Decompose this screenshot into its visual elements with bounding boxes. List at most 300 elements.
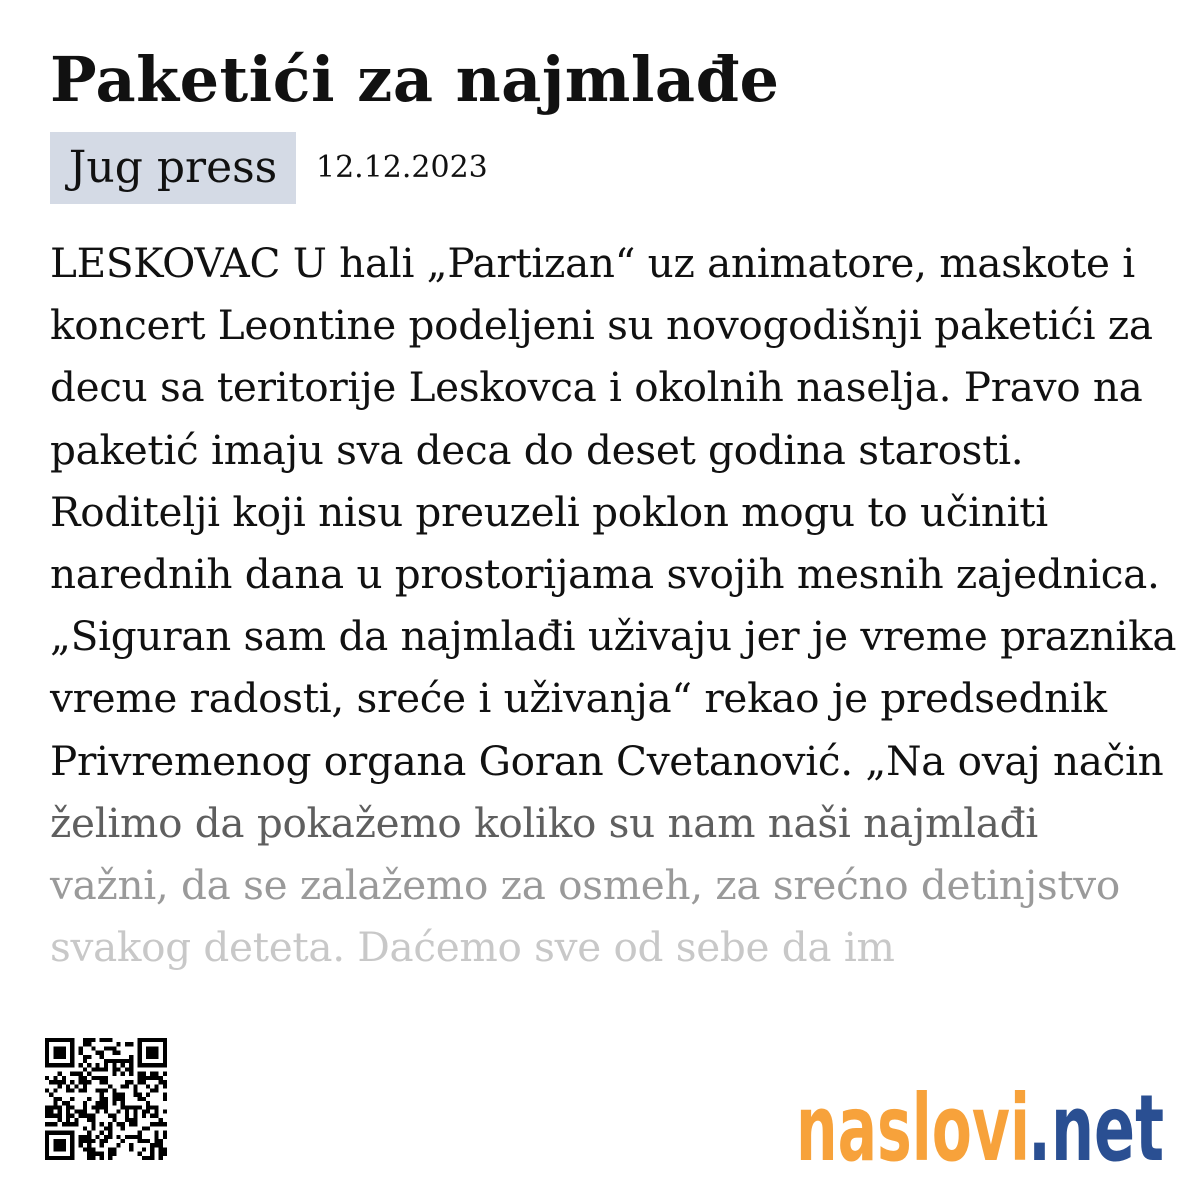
qr-module xyxy=(87,1114,91,1118)
qr-module xyxy=(74,1084,78,1088)
qr-module xyxy=(70,1135,74,1139)
article-line: Roditelji koji nisu preuzeli poklon mogu to učiniti xyxy=(50,487,1048,536)
qr-module xyxy=(163,1122,167,1126)
qr-module xyxy=(104,1105,108,1109)
article-line: svakog deteta. Daćemo sve od sebe da im xyxy=(50,923,895,972)
qr-module xyxy=(125,1084,129,1088)
qr-module xyxy=(112,1147,116,1151)
qr-module xyxy=(53,1131,57,1135)
qr-module xyxy=(58,1118,62,1122)
qr-module xyxy=(74,1110,78,1114)
qr-module xyxy=(154,1110,158,1114)
qr-module xyxy=(91,1118,95,1122)
qr-module xyxy=(66,1131,70,1135)
qr-module xyxy=(62,1147,66,1151)
qr-module xyxy=(70,1046,74,1050)
qr-module xyxy=(138,1059,142,1063)
qr-module xyxy=(58,1097,62,1101)
qr-module xyxy=(121,1122,125,1126)
qr-module xyxy=(100,1076,104,1080)
qr-module xyxy=(87,1072,91,1076)
qr-module xyxy=(104,1046,108,1050)
qr-module xyxy=(146,1101,150,1105)
qr-module xyxy=(163,1135,167,1139)
qr-module xyxy=(112,1088,116,1092)
qr-module xyxy=(79,1135,83,1139)
qr-module xyxy=(87,1147,91,1151)
qr-module xyxy=(112,1072,116,1076)
qr-module xyxy=(163,1152,167,1156)
qr-module xyxy=(58,1072,62,1076)
qr-module xyxy=(129,1147,133,1151)
qr-module xyxy=(83,1139,87,1143)
qr-module xyxy=(112,1118,116,1122)
qr-module xyxy=(53,1101,57,1105)
qr-module xyxy=(112,1051,116,1055)
qr-module xyxy=(66,1114,70,1118)
qr-module xyxy=(87,1152,91,1156)
qr-module xyxy=(154,1088,158,1092)
qr-module xyxy=(95,1101,99,1105)
qr-module xyxy=(146,1156,150,1160)
qr-module xyxy=(74,1072,78,1076)
qr-module xyxy=(83,1126,87,1130)
qr-module xyxy=(138,1131,142,1135)
qr-module xyxy=(163,1046,167,1050)
qr-module xyxy=(70,1080,74,1084)
qr-module xyxy=(66,1063,70,1067)
qr-module xyxy=(100,1152,104,1156)
qr-module xyxy=(62,1101,66,1105)
qr-module xyxy=(91,1122,95,1126)
qr-module xyxy=(79,1139,83,1143)
qr-module xyxy=(112,1114,116,1118)
qr-module xyxy=(45,1042,49,1046)
qr-module xyxy=(100,1105,104,1109)
qr-module xyxy=(146,1051,150,1055)
article-line: decu sa teritorije Leskovca i okolnih naselja. Pravo na xyxy=(50,363,1143,412)
qr-module xyxy=(142,1110,146,1114)
qr-module xyxy=(53,1156,57,1160)
qr-module xyxy=(104,1135,108,1139)
qr-module xyxy=(104,1126,108,1130)
qr-module xyxy=(121,1059,125,1063)
qr-module xyxy=(108,1147,112,1151)
qr-module xyxy=(58,1084,62,1088)
qr-module xyxy=(49,1110,53,1114)
qr-module xyxy=(163,1080,167,1084)
qr-module xyxy=(49,1122,53,1126)
qr-module xyxy=(53,1038,57,1042)
qr-module xyxy=(112,1059,116,1063)
qr-module xyxy=(104,1097,108,1101)
qr-module xyxy=(154,1046,158,1050)
qr-module xyxy=(53,1051,57,1055)
qr-module xyxy=(133,1110,137,1114)
qr-module xyxy=(150,1088,154,1092)
qr-module xyxy=(45,1063,49,1067)
qr-module xyxy=(79,1088,83,1092)
qr-module xyxy=(70,1097,74,1101)
qr-module xyxy=(91,1156,95,1160)
qr-module xyxy=(45,1122,49,1126)
qr-module xyxy=(100,1055,104,1059)
qr-module xyxy=(154,1072,158,1076)
qr-module xyxy=(91,1147,95,1151)
qr-module xyxy=(150,1147,154,1151)
qr-module xyxy=(163,1038,167,1042)
qr-module xyxy=(49,1105,53,1109)
qr-module xyxy=(159,1076,163,1080)
qr-module xyxy=(58,1055,62,1059)
qr-module xyxy=(159,1152,163,1156)
article-title: Paketići za najmlađe xyxy=(50,43,780,116)
qr-module xyxy=(45,1139,49,1143)
qr-module xyxy=(95,1152,99,1156)
qr-module xyxy=(100,1067,104,1071)
qr-module xyxy=(146,1126,150,1130)
qr-module xyxy=(159,1122,163,1126)
qr-module xyxy=(49,1063,53,1067)
qr-module xyxy=(117,1097,121,1101)
qr-module xyxy=(87,1118,91,1122)
qr-module xyxy=(83,1105,87,1109)
qr-module xyxy=(121,1097,125,1101)
source-badge[interactable]: Jug press xyxy=(50,132,296,204)
qr-code-icon[interactable] xyxy=(45,1037,167,1161)
qr-module xyxy=(146,1084,150,1088)
qr-module xyxy=(138,1076,142,1080)
qr-module xyxy=(108,1114,112,1118)
qr-module xyxy=(70,1059,74,1063)
qr-module xyxy=(138,1051,142,1055)
qr-module xyxy=(45,1088,49,1092)
article-line: važni, da se zalažemo za osmeh, za srećno detinjstvo xyxy=(50,861,1120,910)
qr-module xyxy=(87,1139,91,1143)
qr-module xyxy=(45,1135,49,1139)
qr-module xyxy=(117,1122,121,1126)
qr-module xyxy=(108,1156,112,1160)
qr-module xyxy=(66,1105,70,1109)
qr-module xyxy=(62,1156,66,1160)
qr-module xyxy=(83,1080,87,1084)
qr-module xyxy=(150,1046,154,1050)
qr-module xyxy=(159,1118,163,1122)
publish-date: 12.12.2023 xyxy=(316,150,488,185)
qr-module xyxy=(62,1046,66,1050)
qr-module xyxy=(79,1114,83,1118)
qr-module xyxy=(125,1080,129,1084)
qr-module xyxy=(121,1084,125,1088)
qr-module xyxy=(53,1097,57,1101)
qr-module xyxy=(104,1063,108,1067)
qr-module xyxy=(79,1076,83,1080)
qr-module xyxy=(83,1110,87,1114)
qr-module xyxy=(146,1139,150,1143)
qr-module xyxy=(129,1067,133,1071)
qr-module xyxy=(117,1059,121,1063)
qr-module xyxy=(100,1156,104,1160)
qr-module xyxy=(100,1097,104,1101)
qr-module xyxy=(66,1156,70,1160)
qr-module xyxy=(163,1055,167,1059)
qr-module xyxy=(58,1139,62,1143)
qr-module xyxy=(45,1051,49,1055)
qr-module xyxy=(112,1067,116,1071)
qr-module xyxy=(138,1046,142,1050)
qr-module xyxy=(138,1038,142,1042)
qr-module xyxy=(91,1038,95,1042)
qr-module xyxy=(58,1051,62,1055)
qr-module xyxy=(58,1131,62,1135)
qr-module xyxy=(91,1105,95,1109)
qr-module xyxy=(129,1055,133,1059)
qr-module xyxy=(45,1046,49,1050)
qr-module xyxy=(49,1038,53,1042)
qr-module xyxy=(159,1156,163,1160)
article-line: narednih dana u prostorijama svojih mesnih zajednica. xyxy=(50,550,1160,599)
qr-module xyxy=(142,1126,146,1130)
qr-module xyxy=(58,1147,62,1151)
qr-module xyxy=(62,1143,66,1147)
qr-module xyxy=(79,1110,83,1114)
qr-module xyxy=(95,1105,99,1109)
qr-module xyxy=(146,1105,150,1109)
qr-module xyxy=(117,1067,121,1071)
qr-module xyxy=(150,1038,154,1042)
qr-module xyxy=(154,1135,158,1139)
qr-module xyxy=(150,1051,154,1055)
qr-module xyxy=(150,1156,154,1160)
qr-module xyxy=(100,1139,104,1143)
qr-module xyxy=(108,1135,112,1139)
qr-module xyxy=(70,1072,74,1076)
qr-module xyxy=(45,1076,49,1080)
qr-module xyxy=(138,1097,142,1101)
qr-module xyxy=(70,1051,74,1055)
qr-module xyxy=(125,1114,129,1118)
qr-module xyxy=(104,1088,108,1092)
qr-module xyxy=(74,1122,78,1126)
qr-module xyxy=(125,1059,129,1063)
qr-module xyxy=(49,1080,53,1084)
qr-module xyxy=(79,1072,83,1076)
qr-module xyxy=(163,1093,167,1097)
qr-module xyxy=(121,1101,125,1105)
qr-module xyxy=(62,1038,66,1042)
qr-module xyxy=(133,1118,137,1122)
qr-module xyxy=(154,1055,158,1059)
qr-module xyxy=(112,1152,116,1156)
qr-module xyxy=(133,1135,137,1139)
qr-module xyxy=(53,1088,57,1092)
qr-module xyxy=(142,1038,146,1042)
qr-module xyxy=(87,1055,91,1059)
qr-module xyxy=(129,1118,133,1122)
qr-module xyxy=(53,1114,57,1118)
qr-module xyxy=(70,1042,74,1046)
qr-module xyxy=(58,1063,62,1067)
qr-module xyxy=(100,1093,104,1097)
qr-module xyxy=(159,1063,163,1067)
qr-module xyxy=(104,1067,108,1071)
qr-module xyxy=(83,1088,87,1092)
qr-module xyxy=(129,1122,133,1126)
qr-module xyxy=(58,1038,62,1042)
qr-module xyxy=(87,1038,91,1042)
qr-module xyxy=(70,1131,74,1135)
qr-module xyxy=(79,1063,83,1067)
qr-module xyxy=(83,1101,87,1105)
qr-module xyxy=(70,1156,74,1160)
qr-module xyxy=(100,1080,104,1084)
article-line: vreme radosti, sreće i uživanja“ rekao je predsednik xyxy=(50,674,1107,723)
qr-module xyxy=(83,1038,87,1042)
qr-module xyxy=(104,1101,108,1105)
qr-module xyxy=(79,1051,83,1055)
qr-module xyxy=(150,1072,154,1076)
qr-module xyxy=(58,1110,62,1114)
qr-module xyxy=(159,1147,163,1151)
qr-module xyxy=(95,1063,99,1067)
qr-module xyxy=(66,1084,70,1088)
qr-module xyxy=(159,1143,163,1147)
qr-module xyxy=(62,1076,66,1080)
qr-module xyxy=(87,1131,91,1135)
qr-module xyxy=(66,1088,70,1092)
qr-module xyxy=(66,1118,70,1122)
qr-module xyxy=(138,1042,142,1046)
qr-module xyxy=(154,1076,158,1080)
qr-module xyxy=(159,1038,163,1042)
qr-module xyxy=(129,1063,133,1067)
qr-module xyxy=(138,1152,142,1156)
qr-module xyxy=(150,1114,154,1118)
qr-module xyxy=(117,1051,121,1055)
qr-module xyxy=(163,1063,167,1067)
qr-module xyxy=(125,1042,129,1046)
qr-module xyxy=(70,1055,74,1059)
qr-module xyxy=(95,1067,99,1071)
qr-module xyxy=(49,1114,53,1118)
qr-module xyxy=(70,1088,74,1092)
qr-module xyxy=(154,1105,158,1109)
qr-module xyxy=(112,1063,116,1067)
qr-module xyxy=(100,1101,104,1105)
qr-module xyxy=(146,1076,150,1080)
qr-module xyxy=(163,1059,167,1063)
qr-module xyxy=(45,1110,49,1114)
qr-module xyxy=(163,1097,167,1101)
qr-module xyxy=(100,1051,104,1055)
qr-module xyxy=(117,1110,121,1114)
qr-module xyxy=(100,1122,104,1126)
article-body xyxy=(50,232,1177,978)
qr-module xyxy=(66,1122,70,1126)
qr-module xyxy=(163,1051,167,1055)
qr-module xyxy=(150,1152,154,1156)
qr-module xyxy=(70,1105,74,1109)
qr-module xyxy=(70,1139,74,1143)
qr-module xyxy=(95,1076,99,1080)
qr-module xyxy=(83,1147,87,1151)
qr-module xyxy=(79,1080,83,1084)
qr-module xyxy=(121,1139,125,1143)
qr-module xyxy=(133,1122,137,1126)
qr-module xyxy=(62,1131,66,1135)
qr-module xyxy=(58,1080,62,1084)
qr-module xyxy=(45,1105,49,1109)
qr-module xyxy=(154,1139,158,1143)
qr-module xyxy=(163,1072,167,1076)
qr-module xyxy=(83,1055,87,1059)
qr-module xyxy=(95,1110,99,1114)
article-line: želimo da pokažemo koliko su nam naši najmlađi xyxy=(50,798,1038,847)
qr-module xyxy=(146,1063,150,1067)
qr-module xyxy=(45,1055,49,1059)
qr-module xyxy=(138,1105,142,1109)
qr-module xyxy=(154,1143,158,1147)
qr-module xyxy=(91,1067,95,1071)
qr-module xyxy=(138,1135,142,1139)
qr-module xyxy=(159,1080,163,1084)
qr-module xyxy=(70,1122,74,1126)
qr-module xyxy=(91,1076,95,1080)
qr-module xyxy=(104,1110,108,1114)
qr-module xyxy=(146,1055,150,1059)
qr-module xyxy=(150,1055,154,1059)
qr-module xyxy=(117,1042,121,1046)
qr-module xyxy=(62,1063,66,1067)
qr-module xyxy=(129,1072,133,1076)
qr-module xyxy=(142,1076,146,1080)
qr-module xyxy=(108,1131,112,1135)
qr-module xyxy=(150,1105,154,1109)
qr-module xyxy=(142,1072,146,1076)
qr-module xyxy=(150,1076,154,1080)
qr-module xyxy=(45,1131,49,1135)
qr-module xyxy=(70,1152,74,1156)
qr-module xyxy=(58,1143,62,1147)
article-line: „Siguran sam da najmlađi uživaju jer je vreme praznika xyxy=(50,612,1177,661)
qr-module xyxy=(53,1122,57,1126)
qr-module xyxy=(104,1139,108,1143)
qr-module xyxy=(108,1059,112,1063)
qr-module xyxy=(117,1143,121,1147)
qr-module xyxy=(87,1080,91,1084)
qr-module xyxy=(53,1055,57,1059)
naslovi-net-logo[interactable] xyxy=(796,1060,1168,1170)
qr-module xyxy=(104,1076,108,1080)
qr-module xyxy=(49,1156,53,1160)
qr-module xyxy=(154,1122,158,1126)
qr-module xyxy=(100,1088,104,1092)
qr-module xyxy=(142,1156,146,1160)
qr-module xyxy=(87,1042,91,1046)
qr-module xyxy=(154,1038,158,1042)
qr-module xyxy=(70,1143,74,1147)
qr-module xyxy=(45,1152,49,1156)
qr-module xyxy=(108,1046,112,1050)
qr-module xyxy=(45,1147,49,1151)
qr-module xyxy=(83,1059,87,1063)
qr-module xyxy=(49,1093,53,1097)
qr-module xyxy=(129,1080,133,1084)
qr-module xyxy=(53,1063,57,1067)
qr-module xyxy=(142,1147,146,1151)
logo-text-naslovi: naslovi xyxy=(796,1075,1030,1170)
qr-module xyxy=(146,1046,150,1050)
